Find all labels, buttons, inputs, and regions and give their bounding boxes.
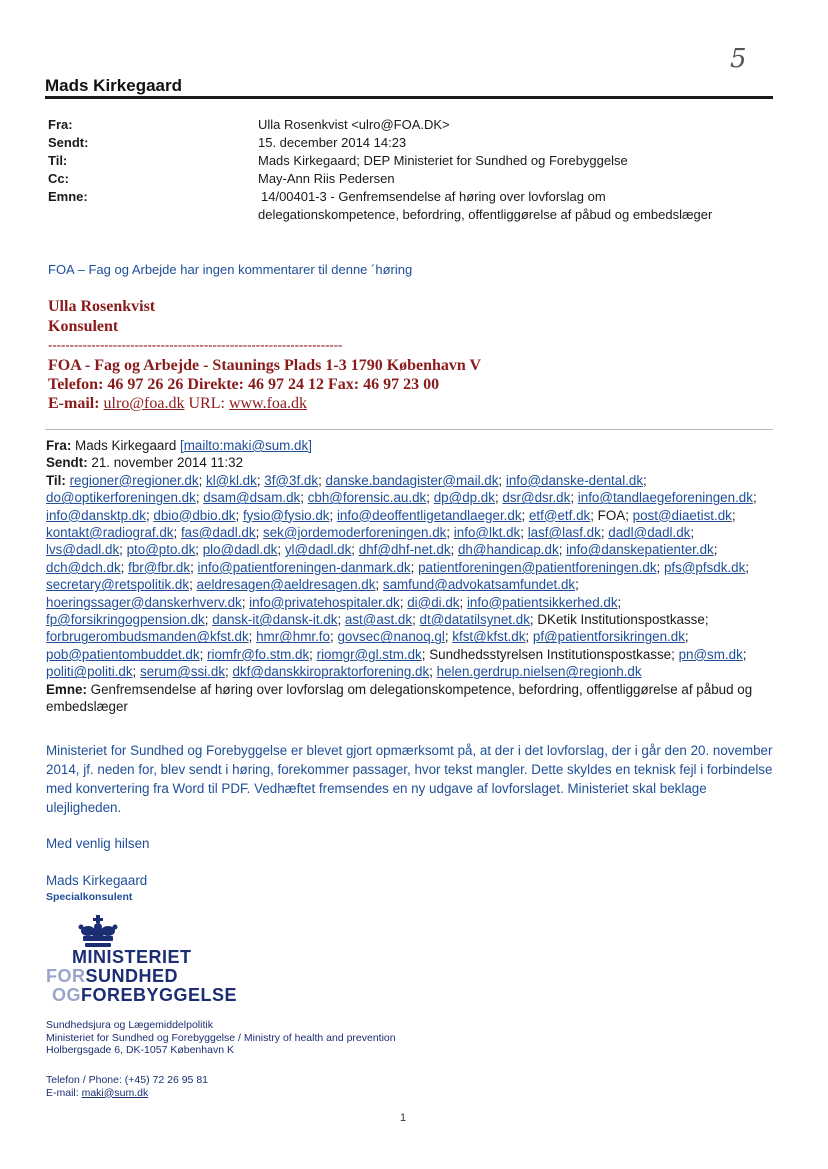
recipient-item[interactable]: dt@datatilsynet.dk [419, 612, 530, 628]
forwarded-message-header [46, 437, 771, 716]
recipient-item[interactable]: govsec@nanoq.gl [337, 629, 445, 645]
recipient-item[interactable]: hmr@hmr.fo [256, 629, 330, 645]
forwarded-from-mailto-link[interactable]: [mailto:maki@sum.dk] [180, 438, 312, 453]
recipient-item[interactable]: kontakt@radiograf.dk [46, 525, 174, 541]
forwarded-sent-value: 21. november 2014 11:32 [91, 455, 244, 471]
cc-label: Cc: [48, 171, 69, 186]
signature-url-link[interactable]: www.foa.dk [228, 395, 307, 412]
logo-ministeriet: MINISTERIET [72, 947, 192, 967]
forwarded-sent-label: Sendt: [46, 455, 88, 471]
sent-label: Sendt: [48, 135, 89, 150]
subject-label: Emne: [48, 189, 88, 204]
contact-email-label: E-mail: [46, 1086, 79, 1099]
recipient-item[interactable]: helen.gerdrup.nielsen@regionh.dk [436, 664, 642, 680]
logo-line-sundhed [46, 967, 178, 986]
handwritten-page-mark: 5 [730, 44, 747, 74]
recipient-item[interactable]: info@patientsikkerhed.dk [466, 594, 618, 610]
cc-value: May-Ann Riis Pedersen [258, 171, 395, 186]
to-value: Mads Kirkegaard; DEP Ministeriet for Sundhed og Forebyggelse [258, 153, 628, 168]
logo-line-forebyggelse [52, 986, 237, 1005]
recipient-item[interactable]: dsr@dsr.dk [502, 490, 571, 506]
sent-value: 15. december 2014 14:23 [258, 135, 407, 150]
forwarded-from-row [46, 437, 771, 454]
contact-email-link[interactable]: maki@sum.dk [81, 1086, 149, 1099]
recipient-item[interactable]: riomfr@fo.stm.dk [207, 646, 310, 662]
signature-title: Konsulent [48, 318, 119, 335]
logo-sundhed: SUNDHED [85, 966, 179, 986]
recipient-item[interactable]: forbrugerombudsmanden@kfst.dk [46, 629, 249, 645]
recipient-item[interactable]: serum@ssi.dk [140, 664, 226, 680]
signature-email-link[interactable]: ulro@foa.dk [103, 395, 185, 412]
address-department: Sundhedsjura og Lægemiddelpolitik [46, 1019, 213, 1031]
recipient-item[interactable]: fysio@fysio.dk [242, 507, 330, 523]
recipient-item[interactable]: yl@dadl.dk [284, 542, 352, 558]
recipient-list: regioner@regioner.dk; kl@kl.dk; 3f@3f.dk; danske.bandagister@mail.dk; info@danske-dental.dk; do@optikerforeningen.dk; dsam@dsam.dk; cbh@forensic.au.dk; dp@dp.dk; dsr@dsr.dk; info@tandlaegeforeningen.dk; info@dansktp.dk; dbio@dbio.dk; fysio@fysio.dk; info@deoffentligetandlaeger.dk; etf@etf.dk; FOA; post@diaetist.dk; kontakt@radiograf.dk; fas@dadl.dk; sek@jordemoderforeningen.dk; info@lkt.dk; lasf@lasf.dk; dadl@dadl.dk; lvs@dadl.dk; pto@pto.dk; plo@dadl.dk; yl@dadl.dk; dhf@dhf-net.dk; dh@handicap.dk; info@danskepatienter.dk; dch@dch.dk; fbr@fbr.dk; info@patientforeningen-danmark.dk; patientforeningen@patientforeningen.dk; pfs@pfsdk.dk; secretary@retspolitik.dk; aeldresagen@aeldresagen.dk; samfund@advokatsamfundet.dk; hoeringssager@danskerhverv.dk; info@privatehospitaler.dk; di@di.dk; info@patientsikkerhed.dk; fp@forsikringogpension.dk; dansk-it@dansk-it.dk; ast@ast.dk; dt@datatilsynet.dk; DKetik Institutionspostkasse; forbrugerombudsmanden@kfst.dk; hmr@hmr.fo; govsec@nanoq.gl; kfst@kfst.dk; pf@patientforsikringen.dk; pob@patientombuddet.dk; riomfr@fo.stm.dk; riomgr@gl.stm.dk; Sundhedsstyrelsen Institutionspostkasse; pn@sm.dk; politi@politi.dk; serum@ssi.dk; dkf@danskkiropraktorforening.dk; helen.gerdrup.nielsen@regionh.dk [46, 472, 757, 680]
forwarded-subject-value: Genfremsendelse af høring over lovforslag om delegationskompetence, befordring, offentliggørelse af påbud og embedslæger [46, 681, 753, 715]
recipient-item[interactable]: lasf@lasf.dk [527, 525, 601, 541]
message-body: Ministeriet for Sundhed og Forebyggelse er blevet gjort opmærksomt på, at der i det lovforslag, der i går den 20. november 2014, jf. neden for, blev sendt i høring, forekommer passager, hvor tekst mangler. Dette skyldes en teknisk fejl i forbindelse med konvertering fra Word til PDF. Vedhæftet fremsendes en ny udgave af lovforslaget. Ministeriet skal beklage ulejligheden. [46, 743, 773, 815]
logo-forebyggelse: FOREBYGGELSE [81, 985, 238, 1005]
recipient-item[interactable]: dkf@danskkiropraktorforening.dk [232, 664, 430, 680]
recipient-item[interactable]: cbh@forensic.au.dk [307, 490, 427, 506]
forwarded-subject-label: Emne: [46, 681, 87, 697]
header-divider [45, 96, 773, 99]
recipient-item[interactable]: fbr@fbr.dk [128, 559, 191, 575]
address-ministry: Ministeriet for Sundhed og Forebyggelse / Ministry of health and prevention [46, 1031, 396, 1044]
recipient-item[interactable]: kfst@kfst.dk [452, 629, 526, 645]
recipient-item: FOA [597, 507, 626, 523]
forward-divider [45, 429, 773, 430]
recipient-item[interactable]: info@danskepatienter.dk [566, 542, 714, 558]
url-label: URL: [188, 395, 225, 412]
contact-phone: Telefon / Phone: (+45) 72 26 95 81 [46, 1074, 208, 1086]
from-value: Ulla Rosenkvist <ulro@FOA.DK> [258, 117, 450, 132]
forwarded-to-row [46, 472, 771, 681]
recipient-item[interactable]: etf@etf.dk [528, 507, 591, 523]
recipient-item[interactable]: ast@ast.dk [344, 612, 413, 628]
signature-phone-numbers: Telefon: 46 97 26 26 Direkte: 46 97 24 12 Fax: 46 97 23 00 [48, 376, 440, 393]
recipient-item[interactable]: post@diaetist.dk [632, 507, 732, 523]
recipient-item[interactable]: dhf@dhf-net.dk [358, 542, 451, 558]
to-label: Til: [48, 153, 68, 168]
recipient-item[interactable]: dansk-it@dansk-it.dk [212, 612, 338, 628]
recipient-item[interactable]: info@danske-dental.dk [505, 472, 644, 488]
forwarded-sent-row [46, 454, 771, 471]
subject-value-line1: 14/00401-3 - Genfremsendelse af høring over lovforslag om [261, 189, 606, 204]
recipient-item[interactable]: patientforeningen@patientforeningen.dk [418, 559, 657, 575]
recipient-item[interactable]: samfund@advokatsamfundet.dk [382, 577, 576, 593]
recipient-item[interactable]: info@deoffentligetandlaeger.dk [336, 507, 522, 523]
recipient-item[interactable]: info@tandlaegeforeningen.dk [577, 490, 753, 506]
recipient-item[interactable]: pob@patientombuddet.dk [46, 646, 200, 662]
recipient-item[interactable]: dsam@dsam.dk [203, 490, 301, 506]
subject-value-line2: delegationskompetence, befordring, offentliggørelse af påbud og embedslæger [258, 207, 713, 222]
recipient-item[interactable]: plo@dadl.dk [202, 542, 278, 558]
recipient-item[interactable]: info@privatehospitaler.dk [249, 594, 400, 610]
recipient-item[interactable]: dadl@dadl.dk [608, 525, 691, 541]
forwarded-to-label: Til: [46, 472, 66, 488]
recipient-item[interactable]: pfs@pfsdk.dk [663, 559, 746, 575]
crown-icon [76, 915, 120, 951]
from-label: Fra: [48, 117, 73, 132]
reply-comment: FOA – Fag og Arbejde har ingen kommentarer til denne ´høring [48, 262, 413, 277]
recipient-item[interactable]: dch@dch.dk [46, 559, 121, 575]
recipient-item[interactable]: 3f@3f.dk [264, 472, 319, 488]
forwarded-from-name: Mads Kirkegaard [75, 438, 177, 453]
signer-title: Specialkonsulent [46, 891, 133, 903]
recipient-item[interactable]: info@dansktp.dk [46, 507, 146, 523]
recipient-item[interactable]: info@lkt.dk [453, 525, 521, 541]
ministry-contact [46, 1074, 208, 1099]
recipient-item[interactable]: di@di.dk [407, 594, 460, 610]
recipient-item: Sundhedsstyrelsen Institutionspostkasse [429, 646, 672, 662]
recipient-item[interactable]: info@patientforeningen-danmark.dk [197, 559, 411, 575]
recipient-item[interactable]: sek@jordemoderforeningen.dk [263, 525, 447, 541]
recipient-item[interactable]: riomgr@gl.stm.dk [316, 646, 422, 662]
recipient-item[interactable]: aeldresagen@aeldresagen.dk [196, 577, 376, 593]
recipient-item[interactable]: dp@dp.dk [433, 490, 495, 506]
signer-name: Mads Kirkegaard [46, 873, 148, 888]
recipient-item[interactable]: hoeringssager@danskerhverv.dk [46, 594, 242, 610]
forwarded-subject-row [46, 681, 771, 716]
ministry-address [46, 1019, 396, 1057]
contact-email-row [46, 1087, 208, 1100]
recipient-item[interactable]: do@optikerforeningen.dk [46, 490, 196, 506]
logo-for: FOR [46, 966, 86, 986]
recipient-item[interactable]: lvs@dadl.dk [46, 542, 120, 558]
recipient-item[interactable]: dbio@dbio.dk [153, 507, 236, 523]
forwarded-from-label: Fra: [46, 438, 72, 453]
recipient-item[interactable]: pf@patientforsikringen.dk [532, 629, 685, 645]
recipient-item[interactable]: danske.bandagister@mail.dk [325, 472, 499, 488]
mailbox-owner-name: Mads Kirkegaard [45, 76, 182, 95]
recipient-item[interactable]: regioner@regioner.dk [69, 472, 199, 488]
recipient-item[interactable]: fas@dadl.dk [180, 525, 256, 541]
address-street: Holbergsgade 6, DK-1057 København K [46, 1044, 234, 1056]
recipient-item[interactable]: fp@forsikringogpension.dk [46, 612, 205, 628]
signature-divider: -------------------------------------------------------------------- [48, 337, 343, 352]
signature-org-address: FOA - Fag og Arbejde - Staunings Plads 1-3 1790 København V [48, 357, 482, 374]
recipient-item: DKetik Institutionspostkasse [537, 612, 705, 628]
recipient-item[interactable]: secretary@retspolitik.dk [46, 577, 190, 593]
recipient-item[interactable]: dh@handicap.dk [457, 542, 559, 558]
email-label: E-mail: [48, 395, 100, 412]
closing-greeting: Med venlig hilsen [46, 836, 150, 851]
recipient-item[interactable]: pto@pto.dk [126, 542, 196, 558]
recipient-item[interactable]: pn@sm.dk [678, 646, 743, 662]
recipient-item[interactable]: politi@politi.dk [46, 664, 133, 680]
logo-og: OG [52, 985, 82, 1005]
recipient-item[interactable]: kl@kl.dk [206, 472, 257, 488]
page-number: 1 [400, 1112, 407, 1124]
signature-name: Ulla Rosenkvist [48, 298, 156, 315]
signature-email-url [48, 395, 307, 413]
